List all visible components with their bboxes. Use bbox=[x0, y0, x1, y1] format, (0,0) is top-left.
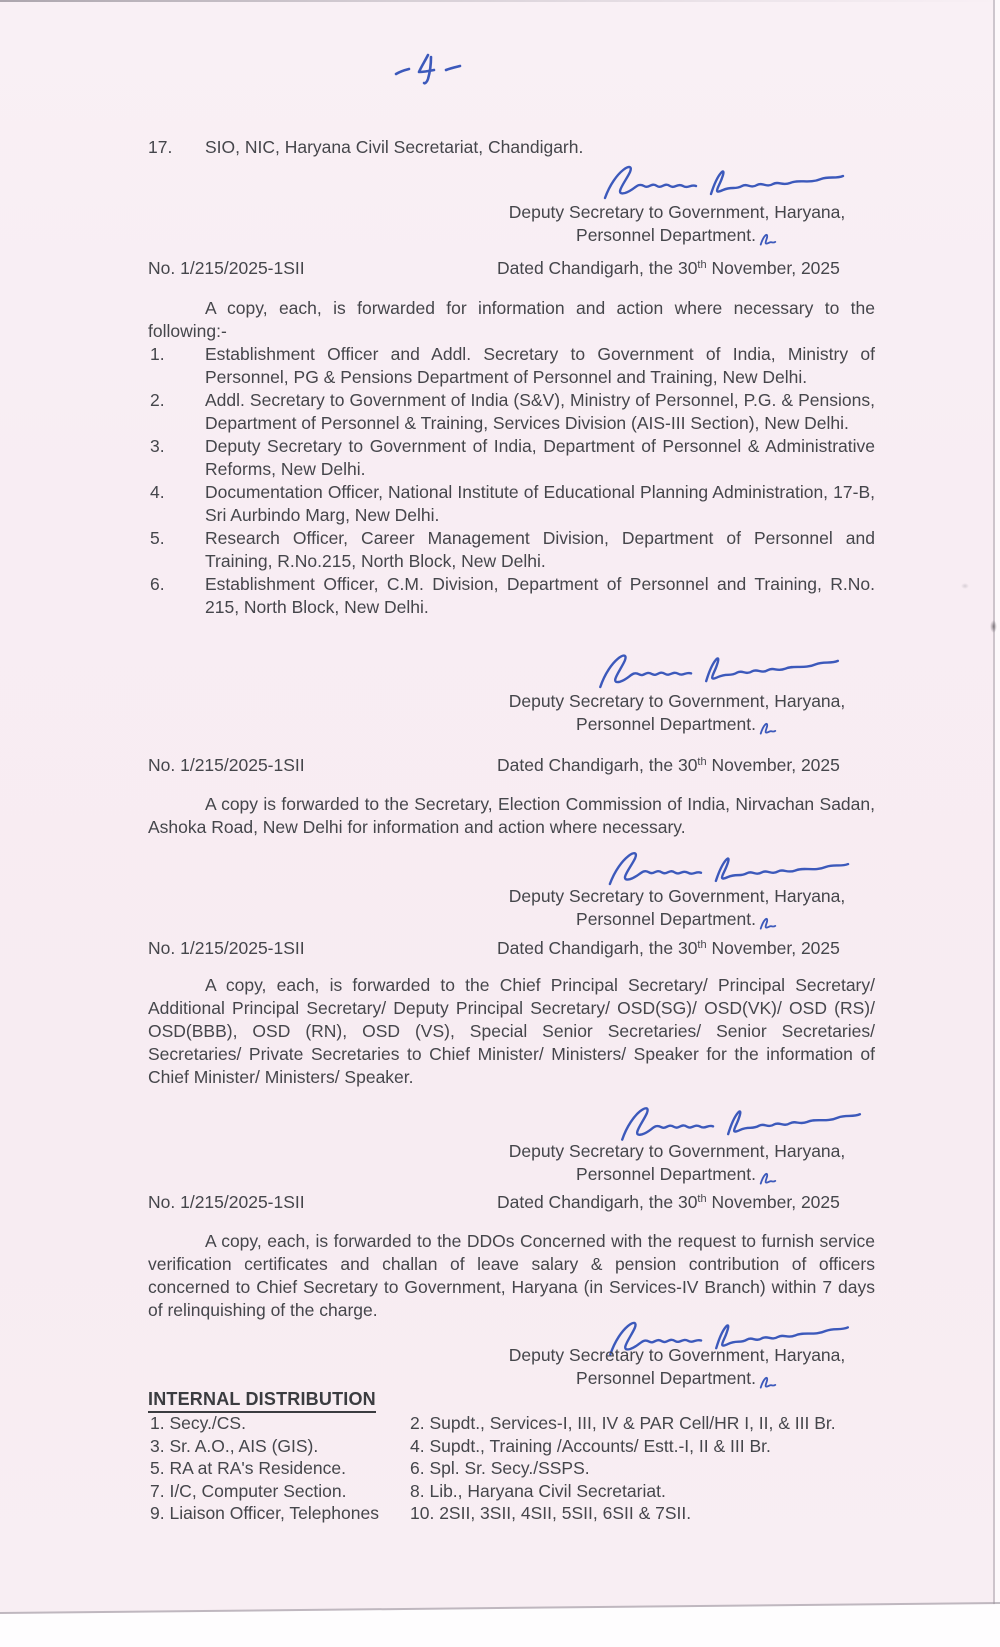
signoff-line1: Deputy Secretary to Government, Haryana, bbox=[508, 202, 846, 222]
date-ordinal: th bbox=[697, 939, 707, 951]
initial-squiggle-icon bbox=[758, 1169, 778, 1187]
distribution-list bbox=[148, 343, 875, 619]
internal-item: 2. Supdt., Services-I, III, IV & PAR Cell/HR I, II, & III Br. bbox=[410, 1413, 836, 1433]
date-ordinal: th bbox=[697, 756, 707, 768]
internal-distribution-row bbox=[148, 1502, 888, 1525]
internal-item: 9. Liaison Officer, Telephones bbox=[150, 1503, 379, 1523]
internal-item: 5. RA at RA's Residence. bbox=[150, 1458, 346, 1478]
reference-row bbox=[148, 1192, 875, 1216]
signoff-block bbox=[462, 1140, 892, 1187]
scan-right-edge bbox=[993, 0, 995, 1647]
recipient-number: 17. bbox=[148, 137, 173, 157]
signoff-line1: Deputy Secretary to Government, Haryana, bbox=[508, 1345, 846, 1365]
reference-number: No. 1/215/2025-1SII bbox=[148, 1192, 305, 1212]
reference-row bbox=[148, 258, 875, 282]
initial-squiggle-icon bbox=[758, 719, 778, 737]
list-item: 2. Addl. Secretary to Government of India (S&V), Ministry of Personnel, P.G. & Pensions, Department of Personnel & Training, Services Division (AIS-III Section), New Delhi. bbox=[150, 390, 875, 433]
list-item: 4. Documentation Officer, National Institute of Educational Planning Administration, 17-B, Sri Aurbindo Marg, New Delhi. bbox=[150, 482, 875, 525]
list-item: 3. Deputy Secretary to Government of India, Department of Personnel & Administrative Reforms, New Delhi. bbox=[150, 436, 875, 479]
date-line: Dated Chandigarh, the 30th November, 2025 bbox=[497, 1192, 840, 1212]
internal-distribution-row bbox=[148, 1412, 888, 1435]
reference-row bbox=[148, 755, 875, 779]
signoff-line2: Personnel Department. bbox=[576, 1164, 756, 1184]
date-ordinal: th bbox=[697, 1193, 707, 1205]
signoff-line1: Deputy Secretary to Government, Haryana, bbox=[508, 886, 846, 906]
paragraph-forwarding-3: A copy, each, is forwarded to the Chief Principal Secretary/ Principal Secretary/ Additional Principal Secretary/ Deputy Principal Secretary/ OSD(SG)/ OSD(VK)/ OSD (RS)/ OSD(BBB), OSD (RN), OSD (VS), Special Senior Secretaries/ Senior Secretaries/ Secretaries/ Private Secretaries to Chief Minister/ Ministers/ Speaker for the information of Chief Minister/ Ministers/ Speaker. bbox=[148, 975, 875, 1087]
reference-number: No. 1/215/2025-1SII bbox=[148, 938, 305, 958]
handwritten-page-number bbox=[390, 48, 470, 94]
scan-top-edge bbox=[0, 0, 1000, 2]
reference-number: No. 1/215/2025-1SII bbox=[148, 755, 305, 775]
internal-item: 4. Supdt., Training /Accounts/ Estt.-I, II & III Br. bbox=[410, 1435, 771, 1456]
signoff-block bbox=[462, 690, 892, 737]
paragraph-forwarding-1: A copy, each, is forwarded for information and action where necessary to the following:- bbox=[148, 298, 875, 341]
internal-item: 1. Secy./CS. bbox=[150, 1413, 246, 1433]
initial-squiggle-icon bbox=[758, 914, 778, 932]
scan-right-strip bbox=[995, 0, 1000, 1647]
signoff-block bbox=[462, 201, 892, 248]
internal-item: 8. Lib., Haryana Civil Secretariat. bbox=[410, 1480, 666, 1501]
initial-squiggle-icon bbox=[758, 230, 778, 248]
date-line: Dated Chandigarh, the 30th November, 2025 bbox=[497, 755, 840, 775]
paragraph-forwarding-4: A copy, each, is forwarded to the DDOs Concerned with the request to furnish service verification certificates and challan of leave salary & pension contribution of officers concerned to Chief Secretary to Government, Haryana (in Services-IV Branch) within 7 days of relinquishing of the charge. bbox=[148, 1231, 875, 1320]
list-item: 1. Establishment Officer and Addl. Secretary to Government of India, Ministry of Personnel, PG & Pensions Department of Personnel and Training, New Delhi. bbox=[150, 344, 875, 387]
internal-distribution-list bbox=[148, 1412, 888, 1525]
signoff-block bbox=[462, 1344, 892, 1391]
signoff-block bbox=[462, 885, 892, 932]
signoff-line2: Personnel Department. bbox=[576, 909, 756, 929]
ink-smudge bbox=[990, 620, 997, 633]
signoff-line2: Personnel Department. bbox=[576, 225, 756, 245]
internal-distribution-row bbox=[148, 1435, 888, 1458]
signoff-line2: Personnel Department. bbox=[576, 714, 756, 734]
scan-bottom-edge bbox=[0, 1600, 1000, 1647]
paragraph-forwarding-2: A copy is forwarded to the Secretary, Election Commission of India, Nirvachan Sadan, Ashoka Road, New Delhi for information and action where necessary. bbox=[148, 794, 875, 837]
internal-distribution-row bbox=[148, 1457, 888, 1480]
signoff-line1: Deputy Secretary to Government, Haryana, bbox=[508, 691, 846, 711]
date-ordinal: th bbox=[697, 259, 707, 271]
recipient-line-17 bbox=[148, 136, 878, 159]
internal-item: 6. Spl. Sr. Secy./SSPS. bbox=[410, 1458, 590, 1478]
internal-item: 7. I/C, Computer Section. bbox=[150, 1480, 347, 1501]
paper-speck bbox=[961, 583, 969, 589]
list-item: 5. Research Officer, Career Management Division, Department of Personnel and Training, R.No.215, North Block, New Delhi. bbox=[150, 528, 875, 571]
reference-row bbox=[148, 938, 875, 962]
internal-distribution-row bbox=[148, 1480, 888, 1503]
internal-item: 10. 2SII, 3SII, 4SII, 5SII, 6SII & 7SII. bbox=[410, 1503, 692, 1523]
recipient-text: SIO, NIC, Haryana Civil Secretariat, Chandigarh. bbox=[205, 137, 584, 157]
signoff-line2: Personnel Department. bbox=[576, 1368, 756, 1388]
initial-squiggle-icon bbox=[758, 1373, 778, 1391]
internal-distribution-title: INTERNAL DISTRIBUTION bbox=[148, 1389, 376, 1413]
date-line: Dated Chandigarh, the 30th November, 2025 bbox=[497, 938, 840, 958]
date-line: Dated Chandigarh, the 30th November, 2025 bbox=[497, 258, 840, 278]
list-item: 6. Establishment Officer, C.M. Division, Department of Personnel and Training, R.No. 215, North Block, New Delhi. bbox=[150, 574, 875, 617]
internal-item: 3. Sr. A.O., AIS (GIS). bbox=[150, 1435, 319, 1456]
signoff-line1: Deputy Secretary to Government, Haryana, bbox=[508, 1141, 846, 1161]
reference-number: No. 1/215/2025-1SII bbox=[148, 258, 305, 278]
